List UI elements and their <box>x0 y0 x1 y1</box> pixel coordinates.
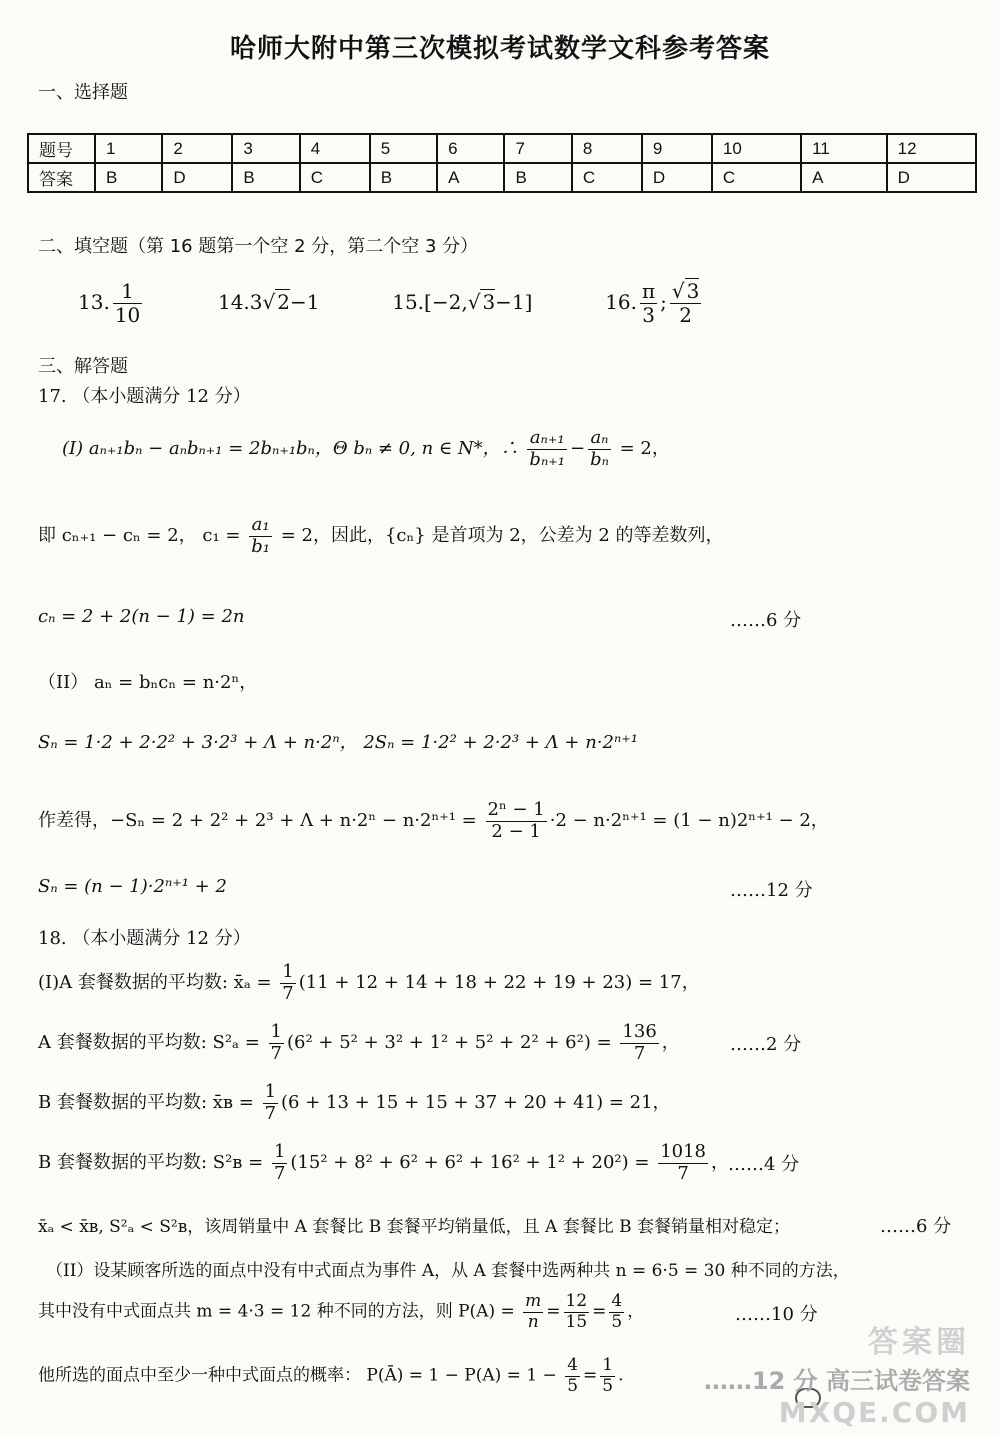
q13-fraction <box>113 280 142 327</box>
table-cell: 9 <box>642 134 712 163</box>
table-cell: 11 <box>801 134 887 163</box>
q17-score-6: ……6 分 <box>730 610 802 631</box>
q18-score-10: ……10 分 <box>735 1304 818 1325</box>
section-fill-heading: 二、填空题（第 16 题第一个空 2 分，第二个空 3 分） <box>38 236 479 257</box>
numerator: 1 <box>273 1141 286 1162</box>
denominator: 7 <box>677 1162 689 1184</box>
table-cell: 5 <box>370 134 437 163</box>
table-cell: 8 <box>572 134 642 163</box>
q13-label: 13. <box>78 290 110 314</box>
q16-label: 16. <box>605 290 637 314</box>
q16-fraction-2 <box>670 280 701 327</box>
q18-part2-intro: （II）设某顾客所选的面点中没有中式面点为事件 A，从 A 套餐中选两种共 n = 6·5 = 30 种不同的方法， <box>46 1261 850 1281</box>
q18-l2-head: A 套餐数据的平均数: S²ₐ = <box>38 1032 260 1054</box>
q16-radicand: 3 <box>686 279 700 303</box>
q18-l1-tail: (11 + 12 + 14 + 18 + 22 + 19 + 23) = 17， <box>298 972 700 994</box>
q18-l4-result <box>658 1142 708 1184</box>
table-cell: 2 <box>162 134 232 163</box>
watermark-url: MXQE.COM <box>778 1396 970 1429</box>
q18-score-6: ……6 分 <box>880 1216 952 1237</box>
numerator: 4 <box>567 1355 579 1375</box>
table-cell: 10 <box>712 134 801 163</box>
numerator: m <box>525 1291 542 1311</box>
q18-l1-fraction <box>280 962 295 1004</box>
q16-separator: ; <box>660 290 667 314</box>
q18-line-a-mean <box>38 962 700 1004</box>
q17-p2-tail: = 2，因此，{cₙ} 是首项为 2，公差为 2 的等差数列， <box>280 525 724 547</box>
watermark <box>704 1317 970 1429</box>
numerator: 1 <box>264 1081 277 1102</box>
denominator: b₁ <box>251 535 270 557</box>
q18-l4-head: B 套餐数据的平均数: S²ʙ = <box>38 1152 264 1174</box>
equals-sign: = <box>583 1365 598 1386</box>
q18-line-b-mean <box>38 1082 671 1124</box>
table-cell: D <box>162 163 232 192</box>
numerator: 12 <box>565 1291 588 1311</box>
q17-p1-text: ₙ₊₁bₙ − aₙbₙ₊₁ = 2bₙ₊₁bₙ，Θ bₙ ≠ 0, n ∈ N*，∴ <box>99 438 519 460</box>
watermark-logo: 答案圈 <box>868 1325 970 1360</box>
denominator: 5 <box>602 1375 614 1396</box>
table-cell: B <box>370 163 437 192</box>
choice-answer-table <box>27 133 977 193</box>
q17-p1-end: = 2， <box>619 438 670 460</box>
minus-sign: − <box>569 438 586 460</box>
numerator: 2ⁿ − 1 <box>487 799 545 820</box>
table-cell: C <box>572 163 642 192</box>
table-header-answer: 答案 <box>28 163 95 192</box>
q18-comparison: x̄ₐ < x̄ʙ, S²ₐ < S²ʙ，该周销量中 A 套餐比 B 套餐平均销量低，且 A 套餐比 B 套餐销量相对稳定； <box>38 1217 791 1237</box>
q17-p6-tail: ·2 − n·2ⁿ⁺¹ = (1 − n)2ⁿ⁺¹ − 2， <box>549 810 829 832</box>
q18-l8-fraction-2 <box>600 1356 615 1396</box>
q16-numerator-1: π <box>642 279 656 303</box>
q17-header: 17. （本小题满分 12 分） <box>38 386 251 407</box>
table-cell: C <box>300 163 370 192</box>
q18-l3-head: B 套餐数据的平均数: x̄ʙ = <box>38 1092 254 1114</box>
table-cell: B <box>232 163 299 192</box>
q18-l2-end: ， <box>661 1032 680 1054</box>
table-cell: 7 <box>504 134 571 163</box>
q17-p1-fraction-1 <box>527 428 567 470</box>
q18-l3-tail: (6 + 13 + 15 + 15 + 37 + 20 + 41) = 21， <box>281 1092 671 1114</box>
denominator: bₙ <box>590 448 609 470</box>
q15-radicand: 3 <box>482 290 496 314</box>
denominator: 7 <box>264 1102 277 1124</box>
numerator: aₙ₊₁ <box>527 428 567 450</box>
denominator: 15 <box>565 1311 588 1332</box>
q17-sn-result: Sₙ = (n − 1)·2ⁿ⁺¹ + 2 <box>38 876 227 897</box>
table-row-numbers <box>28 134 976 163</box>
equals-sign: = <box>546 1301 561 1322</box>
q18-l7-fraction-2 <box>564 1292 590 1332</box>
q18-l8-end: . <box>618 1365 624 1386</box>
q14-label: 14. <box>217 290 250 314</box>
q15-head: [−2, <box>424 290 468 314</box>
numerator: 136 <box>622 1021 657 1042</box>
q18-probability <box>38 1292 644 1332</box>
section-solve-heading: 三、解答题 <box>38 356 128 377</box>
q18-l2-body: (6² + 5² + 3² + 1² + 5² + 2² + 6²) = <box>287 1032 612 1054</box>
q18-line-b-variance <box>38 1142 729 1184</box>
section-choice-heading: 一、选择题 <box>38 82 128 103</box>
q17-p1-fraction-2 <box>588 428 611 470</box>
table-cell: 6 <box>437 134 504 163</box>
table-row-answers <box>28 163 976 192</box>
q17-p2-head: 即 cₙ₊₁ − cₙ = 2， c₁ = <box>38 525 241 547</box>
q14-radicand: 2 <box>277 290 291 314</box>
q17-part1 <box>62 428 670 470</box>
sqrt-icon: √ <box>467 290 481 314</box>
q17-cn-formula: cₙ = 2 + 2(n − 1) = 2n <box>38 606 245 627</box>
q18-l4-fraction <box>272 1142 287 1184</box>
denominator: n <box>527 1311 539 1332</box>
equals-sign: = <box>592 1301 607 1322</box>
q18-l4-body: (15² + 8² + 6² + 6² + 16² + 1² + 20²) = <box>290 1152 650 1174</box>
q17-p6-head: 作差得，−Sₙ = 2 + 2² + 2³ + Λ + n·2ⁿ − n·2ⁿ⁺¹ = <box>38 810 477 832</box>
q18-l8-head: 他所选的面点中至少一种中式面点的概率： P(Ā) = 1 − P(A) = 1 − <box>38 1365 557 1386</box>
sqrt-icon: √ <box>671 279 685 303</box>
q18-final <box>38 1356 624 1396</box>
q18-l1-head: (I)A 套餐数据的平均数: x̄ₐ = <box>38 972 272 994</box>
q16-fraction-1 <box>640 280 657 327</box>
q17-score-12: ……12 分 <box>730 880 813 901</box>
q14-tail: −1 <box>290 290 320 314</box>
numerator: 1018 <box>660 1141 707 1162</box>
table-cell: D <box>887 163 976 192</box>
q18-l4-end: ， <box>711 1152 730 1174</box>
fill-answers-row <box>78 280 704 327</box>
watermark-caption: ……12 分 高三试卷答案 <box>703 1367 970 1395</box>
numerator: a₁ <box>249 515 272 537</box>
q13-numerator: 1 <box>113 280 142 304</box>
q18-score-4: ……4 分 <box>728 1154 800 1175</box>
denominator: 5 <box>611 1311 623 1332</box>
table-cell: A <box>437 163 504 192</box>
table-cell: D <box>642 163 712 192</box>
denominator: 7 <box>282 982 294 1004</box>
q18-line-a-variance <box>38 1022 680 1064</box>
q17-p1-lead: (I) a <box>62 438 100 460</box>
q18-l8-fraction-1 <box>565 1356 580 1396</box>
q18-score-2: ……2 分 <box>730 1034 802 1055</box>
q18-l3-fraction <box>263 1082 278 1124</box>
q18-l7-head: 其中没有中式面点共 m = 4·3 = 12 种不同的方法，则 P(A) = <box>38 1301 515 1322</box>
denominator: 5 <box>567 1375 579 1396</box>
numerator: 4 <box>611 1291 623 1311</box>
table-cell: 4 <box>300 134 370 163</box>
denominator: 7 <box>633 1042 646 1064</box>
q18-l7-fraction-1 <box>523 1292 543 1332</box>
table-cell: C <box>712 163 801 192</box>
page-title: 哈师大附中第三次模拟考试数学文科参考答案 <box>229 34 770 64</box>
q14-coef: 3 <box>249 290 263 314</box>
q17-difference <box>38 800 829 842</box>
table-cell: B <box>95 163 162 192</box>
q15-tail: −1] <box>495 290 533 314</box>
table-cell: 3 <box>232 134 299 163</box>
q18-l7-end: ， <box>627 1301 645 1322</box>
numerator: 1 <box>270 1021 282 1042</box>
q18-l2-result <box>620 1022 658 1064</box>
denominator: 7 <box>270 1042 282 1064</box>
table-cell: A <box>801 163 887 192</box>
table-cell: B <box>504 163 571 192</box>
q16-numerator-2 <box>670 280 701 304</box>
numerator: 1 <box>602 1355 614 1375</box>
sqrt-icon: √ <box>262 290 276 314</box>
numerator: aₙ <box>588 428 611 450</box>
q18-l2-fraction <box>269 1022 284 1064</box>
denominator: 2 − 1 <box>491 820 541 842</box>
numerator: 1 <box>282 961 294 982</box>
q13-denominator: 10 <box>114 303 141 327</box>
table-header-number: 题号 <box>28 134 95 163</box>
q17-part1-derivation <box>38 515 724 557</box>
q18-header: 18. （本小题满分 12 分） <box>38 928 251 949</box>
q18-l7-fraction-3 <box>609 1292 624 1332</box>
table-cell: 12 <box>887 134 976 163</box>
q17-sn-sum: Sₙ = 1·2 + 2·2² + 3·2³ + Λ + n·2ⁿ， 2Sₙ = 1·2² + 2·2³ + Λ + n·2ⁿ⁺¹ <box>38 732 638 753</box>
q17-p6-fraction <box>486 800 547 842</box>
q17-part2: （II） aₙ = bₙcₙ = n·2ⁿ， <box>38 672 258 693</box>
q17-p2-fraction <box>249 515 272 557</box>
q15-label: 15. <box>392 290 425 314</box>
denominator: bₙ₊₁ <box>529 448 565 470</box>
q16-denominator-2: 2 <box>679 303 693 327</box>
table-cell: 1 <box>95 134 162 163</box>
q16-denominator-1: 3 <box>642 303 655 327</box>
denominator: 7 <box>273 1162 286 1184</box>
